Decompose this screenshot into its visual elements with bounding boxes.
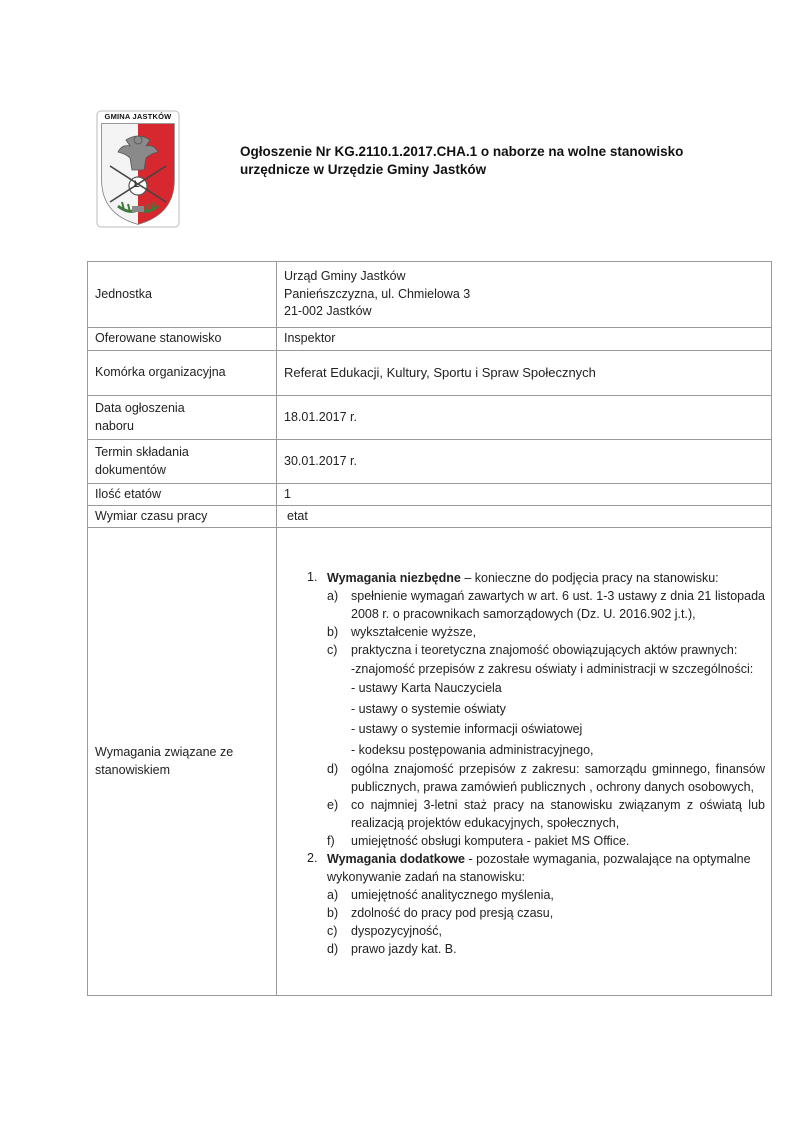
- requirements-section-1: [283, 569, 765, 850]
- label-line: naboru: [95, 418, 134, 433]
- address-line: Urząd Gminy Jastków: [284, 269, 406, 284]
- requirements-section-2: [283, 850, 765, 958]
- item-letter: a): [327, 888, 339, 902]
- item-letter: f): [327, 834, 335, 848]
- address-line: 21-002 Jastków: [284, 304, 372, 319]
- row-stanowisko: [88, 328, 772, 351]
- item-letter: c): [327, 924, 338, 938]
- requirements-list: [327, 587, 765, 850]
- item-text: wykształcenie wyższe,: [351, 625, 477, 639]
- section-heading-bold: Wymagania dodatkowe: [327, 852, 465, 866]
- row-label: Komórka organizacyjna: [88, 351, 277, 396]
- sub-list-item: - ustawy o systemie informacji oświatowej: [351, 722, 583, 736]
- row-wymiar: [88, 506, 772, 528]
- row-komorka: [88, 351, 772, 396]
- row-label: [88, 528, 277, 996]
- gmina-logo: [96, 110, 180, 228]
- title-line-2: urzędnicze w Urzędzie Gminy Jastków: [240, 162, 487, 177]
- sub-list-item: - ustawy Karta Nauczyciela: [351, 681, 502, 695]
- row-label: Wymiar czasu pracy: [88, 506, 277, 528]
- item-text: prawo jazdy kat. B.: [351, 942, 457, 956]
- row-data: [88, 396, 772, 440]
- list-item: [327, 796, 765, 832]
- section-heading-rest: – konieczne do podjęcia pracy na stanowisku:: [460, 571, 719, 585]
- list-item: [327, 641, 765, 760]
- item-text: umiejętność analitycznego myślenia,: [351, 888, 554, 902]
- section-heading-bold: Wymagania niezbędne: [327, 571, 461, 585]
- logo-caption: GMINA JASTKÓW: [104, 112, 172, 121]
- requirements-cell: [277, 528, 772, 996]
- sub-list: [351, 660, 765, 760]
- row-value: Referat Edukacji, Kultury, Sportu i Spraw Społecznych: [277, 351, 772, 396]
- label-line: Data ogłoszenia: [95, 401, 185, 415]
- row-label: Jednostka: [88, 262, 277, 328]
- item-letter: d): [327, 942, 339, 956]
- item-text: zdolność do pracy pod presją czasu,: [351, 906, 554, 920]
- list-item: [327, 760, 765, 796]
- section-heading: [327, 850, 765, 886]
- row-label: Ilość etatów: [88, 484, 277, 506]
- label-line: Wymagania związane ze: [95, 745, 234, 759]
- item-text: ogólna znajomość przepisów z zakresu: samorządu gminnego, finansów publicznych, prawa zamówień publicznych , ochrony danych osobowych,: [351, 762, 765, 794]
- item-text: praktyczna i teoretyczna znajomość obowiązujących aktów prawnych:: [351, 643, 738, 657]
- row-value: etat: [277, 506, 772, 528]
- item-letter: b): [327, 625, 339, 639]
- item-letter: c): [327, 643, 338, 657]
- item-letter: e): [327, 798, 339, 812]
- list-item: [327, 623, 765, 641]
- label-line: dokumentów: [95, 462, 166, 477]
- item-text: spełnienie wymagań zawartych w art. 6 ust. 1-3 ustawy z dnia 21 listopada 2008 r. o pracownikach samorządowych (Dz. U. 2016.902 j.t.),: [351, 589, 765, 621]
- item-text: umiejętność obsługi komputera - pakiet MS Office.: [351, 834, 630, 848]
- announcement-title: [240, 143, 710, 179]
- list-item: [327, 940, 765, 958]
- list-item: [327, 587, 765, 623]
- row-wymagania: [88, 528, 772, 996]
- row-jednostka: [88, 262, 772, 328]
- requirements-list: [327, 886, 765, 958]
- row-label: Oferowane stanowisko: [88, 328, 277, 351]
- list-item: [327, 832, 765, 850]
- section-number: 1.: [307, 570, 318, 584]
- row-value: 18.01.2017 r.: [277, 396, 772, 440]
- row-value: Inspektor: [277, 328, 772, 351]
- list-item: [327, 886, 765, 904]
- item-text: dyspozycyjność,: [351, 924, 443, 938]
- logo-letter: L: [134, 179, 140, 189]
- announcement-table: [87, 261, 772, 996]
- label-line: stanowiskiem: [95, 762, 171, 777]
- section-heading: [327, 569, 765, 587]
- item-letter: a): [327, 589, 339, 603]
- row-ilosc: [88, 484, 772, 506]
- sub-list-item: - kodeksu postępowania administracyjnego,: [351, 742, 594, 757]
- item-text: co najmniej 3-letni staż pracy na stanowisku związanym z oświatą lub realizacją projektów edukacyjnych, społecznych,: [351, 798, 765, 830]
- list-item: [327, 922, 765, 940]
- row-value: 1: [277, 484, 772, 506]
- row-label: [88, 396, 277, 440]
- label-line: Termin składania: [95, 445, 189, 459]
- coat-of-arms-icon: [96, 110, 180, 228]
- row-label: [88, 440, 277, 484]
- row-termin: [88, 440, 772, 484]
- title-line-1: Ogłoszenie Nr KG.2110.1.2017.CHA.1 o naborze na wolne stanowisko: [240, 144, 684, 159]
- sub-list-item: - ustawy o systemie oświaty: [351, 701, 506, 716]
- address-line: Panieńszczyzna, ul. Chmielowa 3: [284, 286, 471, 301]
- item-letter: b): [327, 906, 339, 920]
- sub-list-item: -znajomość przepisów z zakresu oświaty i administracji w szczególności:: [351, 662, 754, 676]
- section-number: 2.: [307, 851, 318, 865]
- item-letter: d): [327, 762, 339, 776]
- row-value: 30.01.2017 r.: [277, 440, 772, 484]
- section-heading-rest: - pozostałe wymagania, pozwalające na optymalne wykonywanie zadań na stanowisku:: [327, 852, 751, 884]
- list-item: [327, 904, 765, 922]
- row-value: [277, 262, 772, 328]
